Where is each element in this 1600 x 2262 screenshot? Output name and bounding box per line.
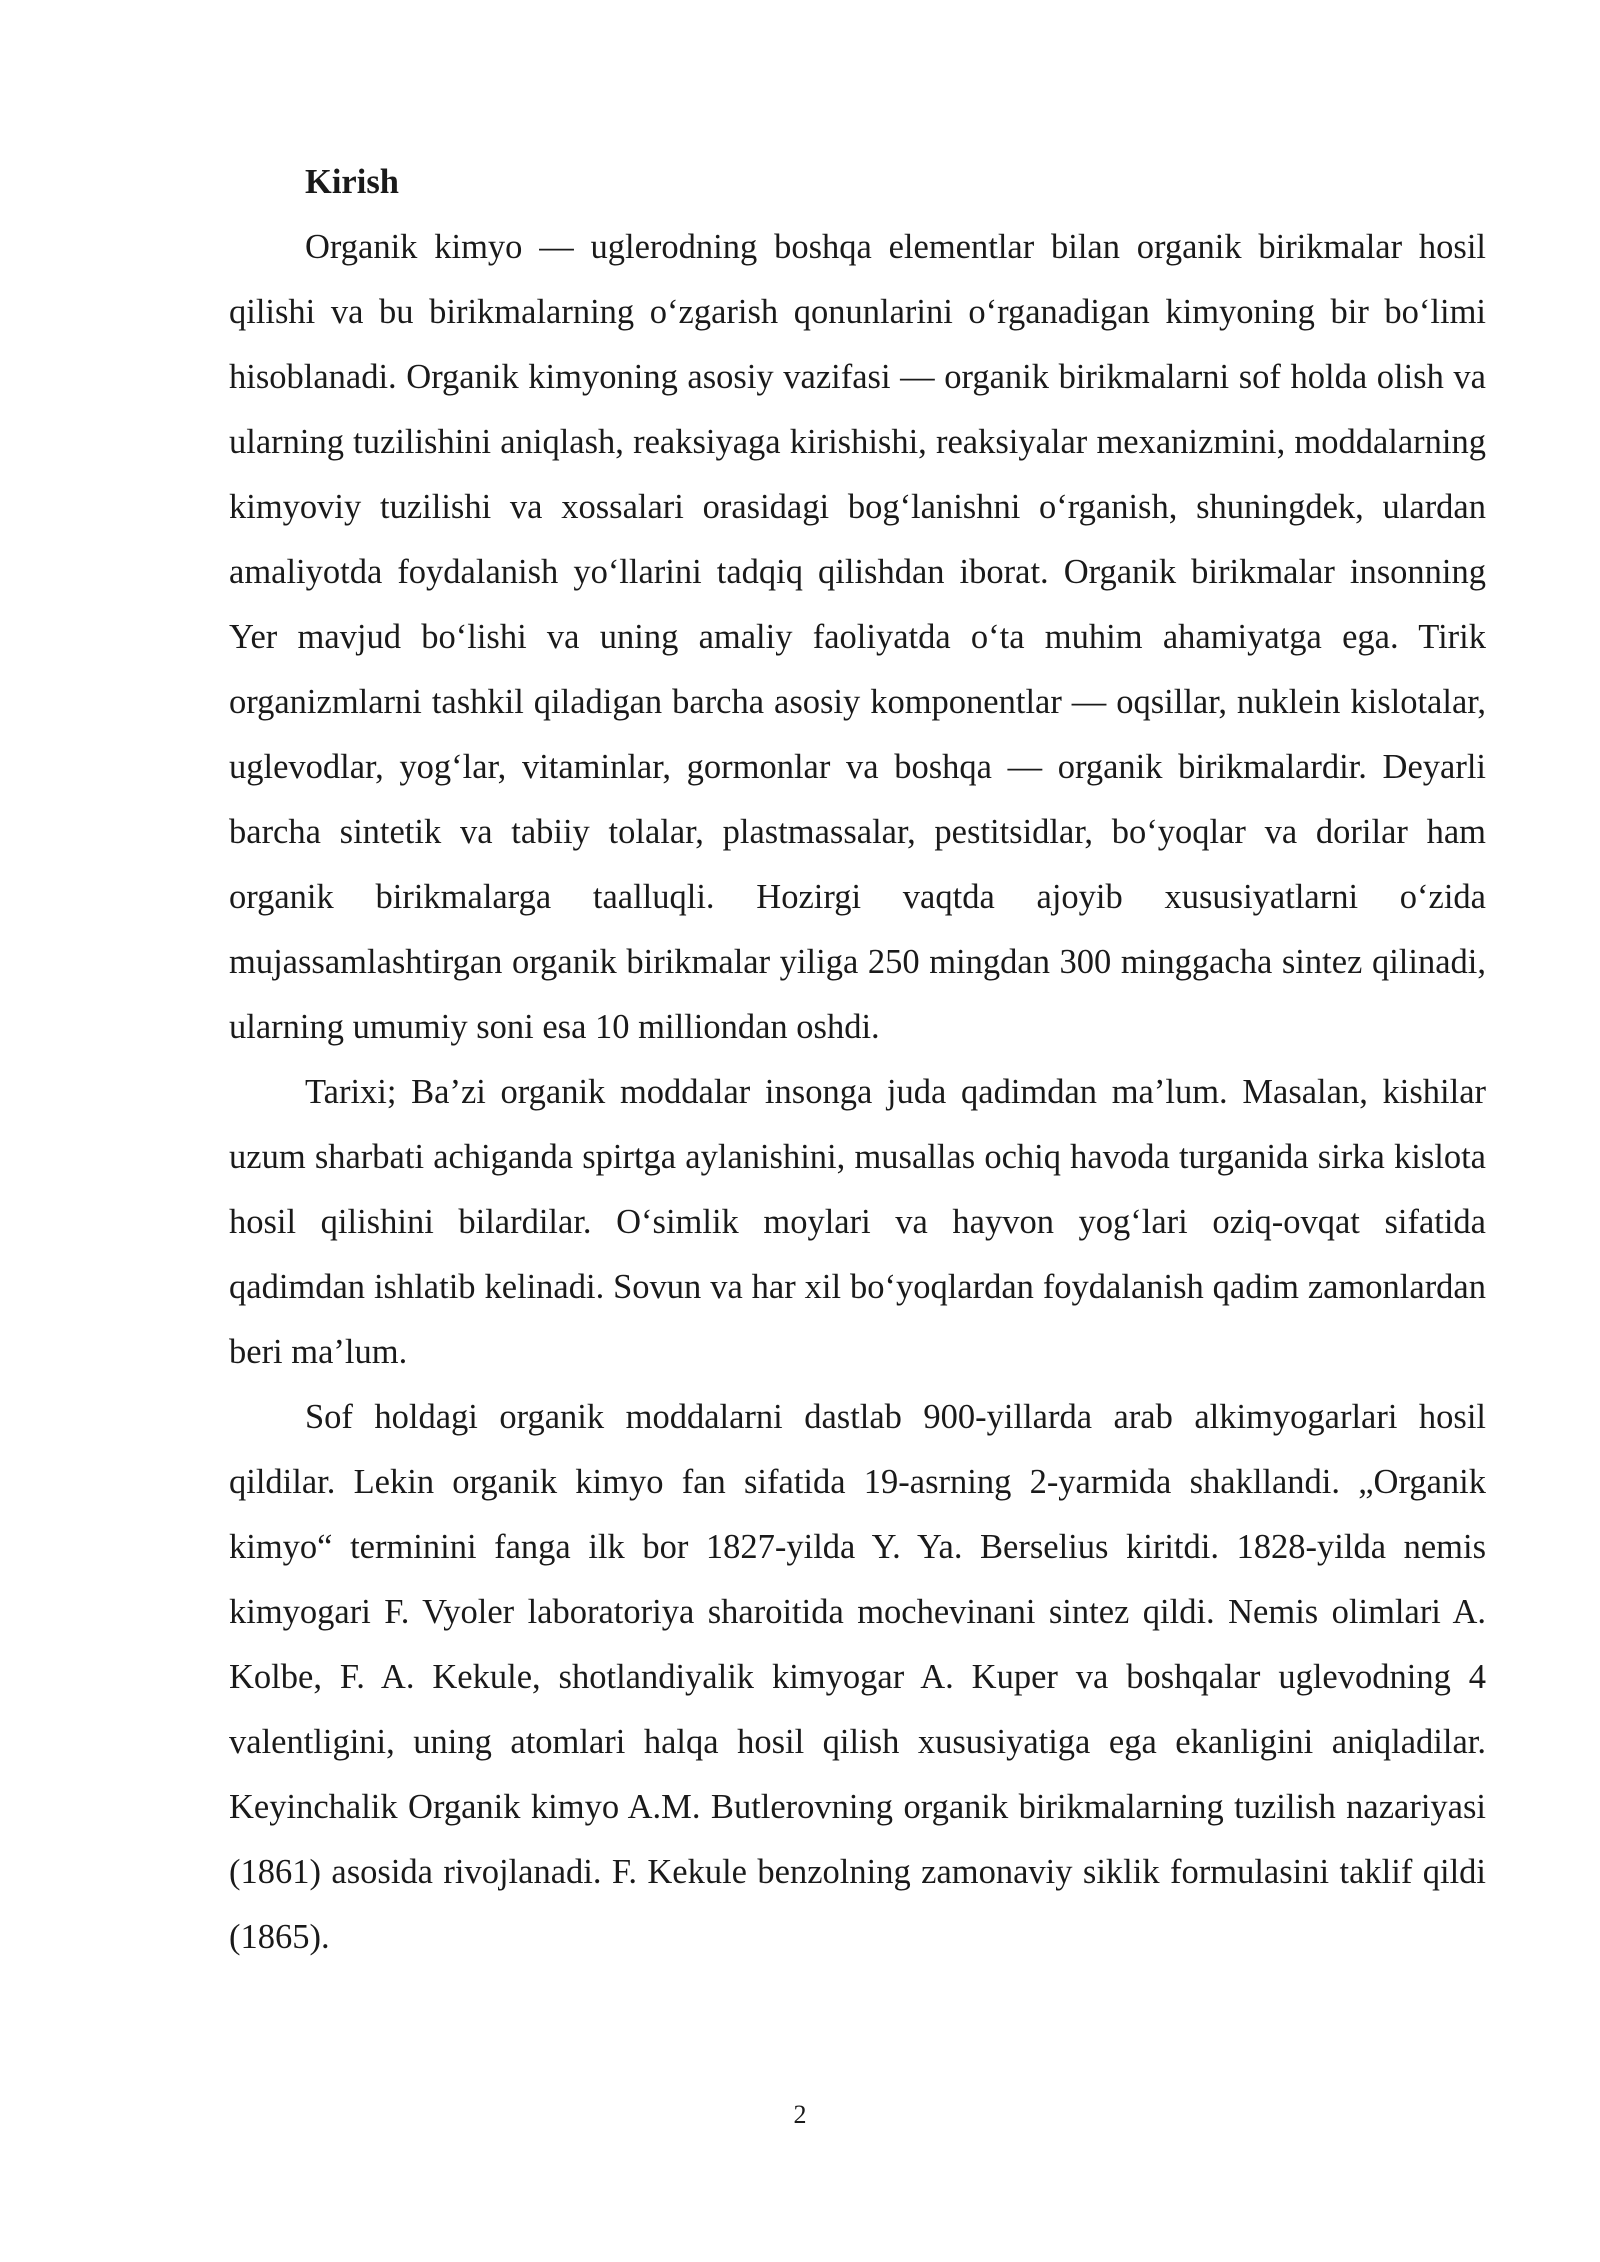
paragraph-development: Sof holdagi organik moddalarni dastlab 900-yillarda arab alkimyogarlari hosil qildilar. Lekin organik kimyo fan sifatida 19-asrning 2-yarmida shakllandi. „Organik kimyo“ terminini fanga ilk bor 1827-yilda Y. Ya. Berselius kiritdi. 1828-yilda nemis kimyogari F. Vyoler laboratoriya sharoitida mochevinani sintez qildi. Nemis olimlari A. Kolbe, F. A. Kekule, shotlandiyalik kimyogar A. Kuper va boshqalar uglevodning 4 valentligini, uning atomlari halqa hosil qilish xususiyatiga ega ekanligini aniqladilar. Keyinchalik Organik kimyo A.M. Butlerovning organik birikmalarning tuzilish nazariyasi (1861) asosida rivojlanadi. F. Kekule benzolning zamonaviy siklik formulasini taklif qildi (1865).	[229, 1398, 1486, 1956]
page-number: 2	[793, 2100, 807, 2129]
document-body	[229, 150, 1486, 1970]
section-heading: Kirish	[305, 163, 399, 201]
paragraph-history: Tarixi; Ba’zi organik moddalar insonga juda qadimdan ma’lum. Masalan, kishilar uzum sharbati achiganda spirtga aylanishini, musallas ochiq havoda turganida sirka kislota hosil qilishini bilardilar. O‘simlik moylari va hayvon yog‘lari oziq-ovqat sifatida qadimdan ishlatib kelinadi. Sovun va har xil bo‘yoqlardan foydalanish qadim zamonlardan beri ma’lum.	[229, 1073, 1486, 1371]
paragraph-intro: Organik kimyo — uglerodning boshqa elementlar bilan organik birikmalar hosil qilishi va bu birikmalarning o‘zgarish qonunlarini o‘rganadigan kimyoning bir bo‘limi hisoblanadi. Organik kimyoning asosiy vazifasi — organik birikmalarni sof holda olish va ularning tuzilishini aniqlash, reaksiyaga kirishishi, reaksiyalar mexanizmini, moddalarning kimyoviy tuzilishi va xossalari orasidagi bog‘lanishni o‘rganish, shuningdek, ulardan amaliyotda foydalanish yo‘llarini tadqiq qilishdan iborat. Organik birikmalar insonning Yer mavjud bo‘lishi va uning amaliy faoliyatda o‘ta muhim ahamiyatga ega. Tirik organizmlarni tashkil qiladigan barcha asosiy komponentlar — oqsillar, nuklein kislotalar, uglevodlar, yog‘lar, vitaminlar, gormonlar va boshqa — organik birikmalardir. Deyarli barcha sintetik va tabiiy tolalar, plastmassalar, pestitsidlar, bo‘yoqlar va dorilar ham organik birikmalarga taalluqli. Hozirgi vaqtda ajoyib xususiyatlarni o‘zida mujassamlashtirgan organik birikmalar yiliga 250 mingdan 300 minggacha sintez qilinadi, ularning umumiy soni esa 10 milliondan oshdi.	[229, 228, 1486, 1046]
